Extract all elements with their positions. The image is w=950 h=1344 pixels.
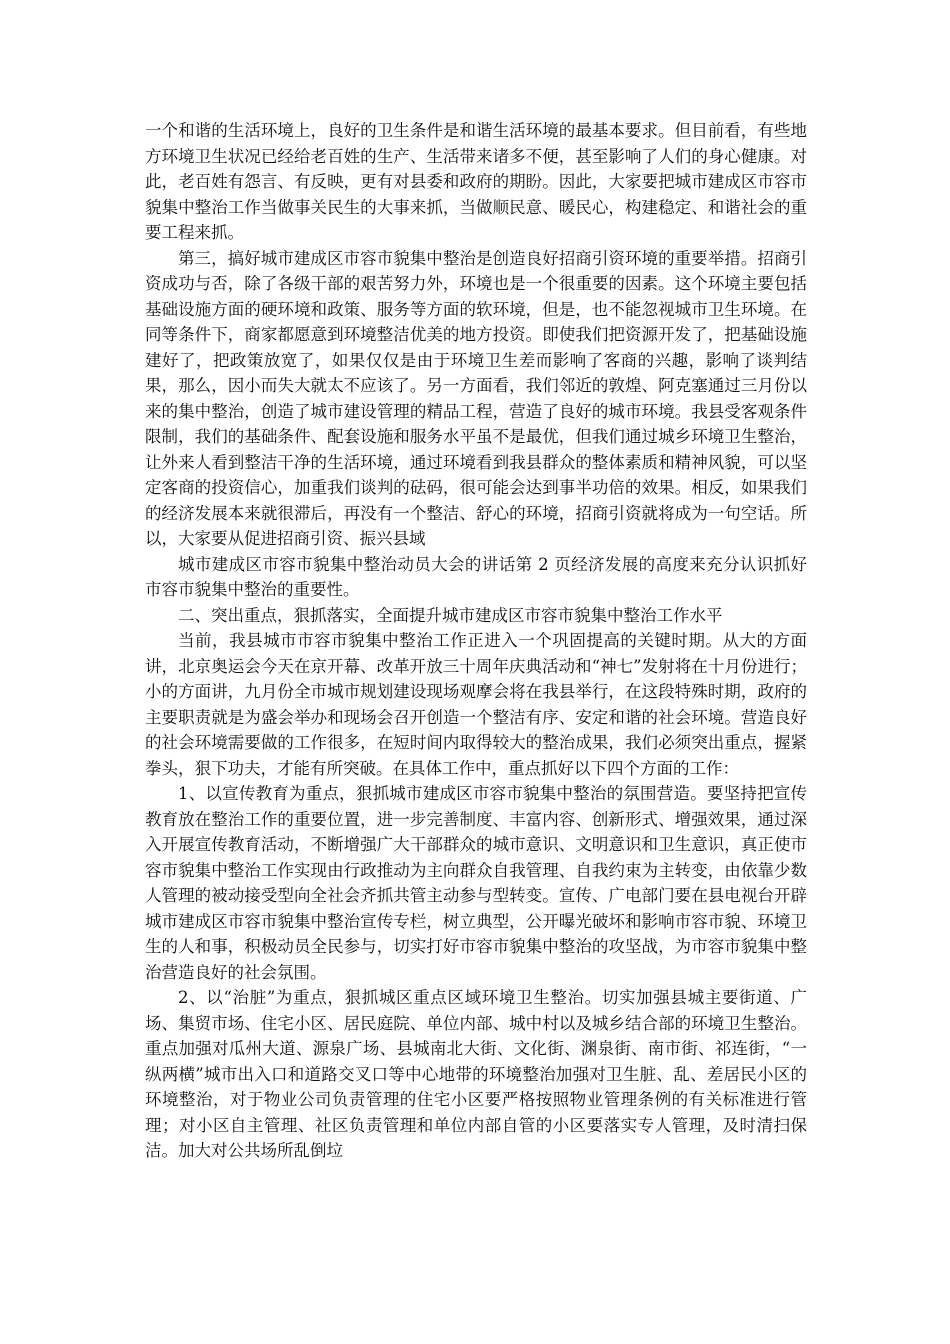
document-body [145, 118, 807, 1164]
paragraph-2: 第三，搞好城市建成区市容市貌集中整治是创造良好招商引资环境的重要举措。招商引资成功与否，除了各级干部的艰苦努力外，环境也是一个很重要的因素。这个环境主要包括基础设施方面的硬环境和政策、服务等方面的软环境，但是，也不能忽视城市卫生环境。在同等条件下，商家都愿意到环境整洁优美的地方投资。即使我们把资源开发了，把基础设施建好了，把政策放宽了，如果仅仅是由于环境卫生差而影响了客商的兴趣，影响了谈判结果，那么，因小而失大就太不应该了。另一方面看，我们邻近的敦煌、阿克塞通过三月份以来的集中整治，创造了城市建设管理的精品工程，营造了良好的城市环境。我县受客观条件限制，我们的基础条件、配套设施和服务水平虽不是最优，但我们通过城乡环境卫生整治，让外来人看到整洁干净的生活环境，通过环境看到我县群众的整体素质和精神风貌，可以坚定客商的投资信心，加重我们谈判的砝码，很可能会达到事半功倍的效果。相反，如果我们的经济发展本来就很滞后，再没有一个整洁、舒心的环境，招商引资就将成为一句空话。所以，大家要从促进招商引资、振兴县域 [145, 248, 807, 548]
section-heading-2: 二、突出重点，狠抓落实，全面提升城市建成区市容市貌集中整治工作水平 [178, 605, 723, 625]
paragraph-6: 1、以宣传教育为重点，狠抓城市建成区市容市貌集中整治的氛围营造。要坚持把宣传教育放在整治工作的重要位置，进一步完善制度、丰富内容、创新形式、增强效果，通过深入开展宣传教育活动，不断增强广大干部群众的城市意识、文明意识和卫生意识，真正使市容市貌集中整治工作实现由行政推动为主向群众自我管理、自我约束为主转变，由依靠少数人管理的被动接受型向全社会齐抓共管主动参与型转变。宣传、广电部门要在县电视台开辟城市建成区市容市貌集中整治宣传专栏，树立典型，公开曝光破坏和影响市容市貌、环境卫生的人和事，积极动员全民参与，切实打好市容市貌集中整治的攻坚战，为市容市貌集中整治营造良好的社会氛围。 [145, 784, 807, 982]
paragraph-3: 城市建成区市容市貌集中整治动员大会的讲话第 2 页经济发展的高度来充分认识抓好市容市貌集中整治的重要性。 [145, 554, 807, 599]
paragraph-1: 一个和谐的生活环境上，良好的卫生条件是和谐生活环境的最基本要求。但目前看，有些地方环境卫生状况已经给老百姓的生产、生活带来诸多不便，甚至影响了人们的身心健康。对此，老百姓有怨言、有反映，更有对县委和政府的期盼。因此，大家要把城市建成区市容市貌集中整治工作当做事关民生的大事来抓，当做顺民意、暖民心，构建稳定、和谐社会的重要工程来抓。 [145, 121, 807, 242]
paragraph-5: 当前，我县城市市容市貌集中整治工作正进入一个巩固提高的关键时期。从大的方面讲，北京奥运会今天在京开幕、改革开放三十周年庆典活动和“神七”发射将在十月份进行；小的方面讲，九月份全市城市规划建设现场观摩会将在我县举行，在这段特殊时期，政府的主要职责就是为盛会举办和现场会召开创造一个整洁有序、安定和谐的社会环境。营造良好的社会环境需要做的工作很多，在短时间内取得较大的整治成果，我们必须突出重点，握紧拳头，狠下功夫，才能有所突破。在具体工作中，重点抓好以下四个方面的工作： [145, 631, 807, 778]
paragraph-7: 2、以“治脏”为重点，狠抓城区重点区域环境卫生整治。切实加强县城主要街道、广场、集贸市场、住宅小区、居民庭院、单位内部、城中村以及城乡结合部的环境卫生整治。重点加强对瓜州大道、源泉广场、县城南北大街、文化街、渊泉街、南市街、祁连街，“一纵两横”城市出入口和道路交叉口等中心地带的环境整治加强对卫生脏、乱、差居民小区的环境整治，对于物业公司负责管理的住宅小区要严格按照物业管理条例的有关标准进行管理；对小区自主管理、社区负责管理和单位内部自管的小区要落实专人管理，及时清扫保洁。加大对公共场所乱倒垃 [145, 988, 807, 1160]
